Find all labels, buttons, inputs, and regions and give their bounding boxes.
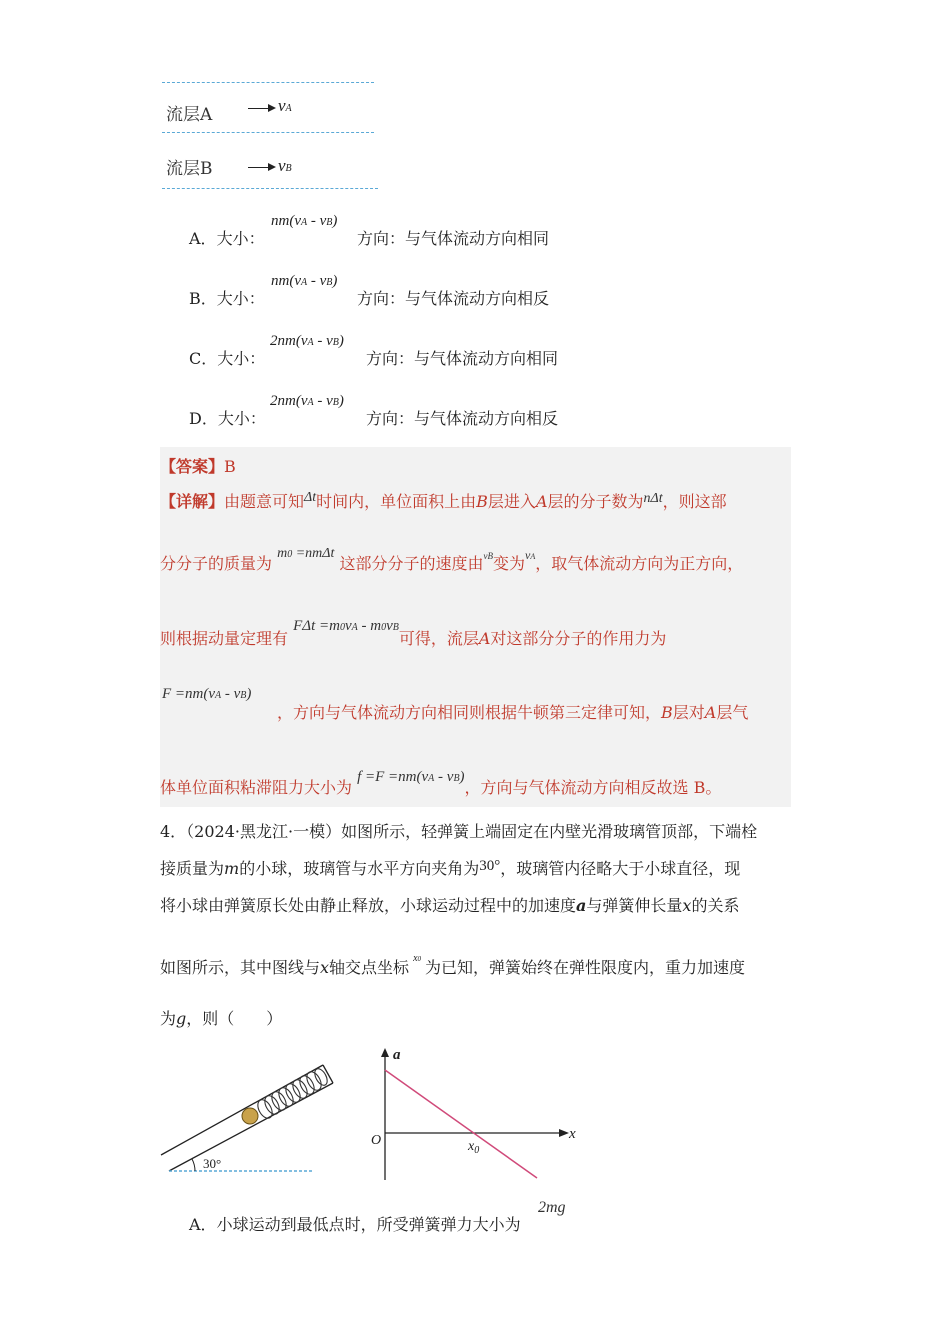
a-axis-label: a xyxy=(393,1047,401,1063)
detail-line-3: 则根据动量定理有 FΔt =m0vA - m0vB可得，流层A对这部分分子的作用力为 xyxy=(160,618,667,648)
angle-arc xyxy=(192,1159,195,1171)
option-a-expr: nm(vA - vB) xyxy=(271,213,338,229)
answer-line: 【答案】B xyxy=(160,457,236,476)
option-c-direction: 方向：与气体流动方向相同 xyxy=(366,349,559,368)
tube-wall-upper xyxy=(161,1065,323,1155)
layer-a-label: 流层A xyxy=(166,105,213,125)
option-d-expr: 2nm(vA - vB) xyxy=(270,393,344,409)
layer-divider-middle xyxy=(162,132,374,133)
ball-icon xyxy=(242,1108,258,1124)
option-c-expr: 2nm(vA - vB) xyxy=(270,333,344,349)
velocity-b-label: vB xyxy=(278,156,292,175)
angle-label: 30° xyxy=(203,1156,222,1171)
layer-divider-top xyxy=(162,82,374,83)
option-a: A．大小： xyxy=(189,229,265,248)
q4-line-4: 如图所示，其中图线与x轴交点坐标 $^{x0}$ 为已知，弹簧始终在弹性限度内，重力加速度 xyxy=(160,953,746,977)
option-d: D．大小： xyxy=(189,409,266,428)
layer-b-label: 流层B xyxy=(166,159,213,179)
option-d-direction: 方向：与气体流动方向相反 xyxy=(366,409,559,428)
origin-label: O xyxy=(371,1133,382,1148)
inclined-tube-figure xyxy=(155,1055,345,1180)
detail-force-expr: F =nm(vA - vB) xyxy=(162,686,252,702)
detail-line-2: 分分子的质量为 m0 =nmΔt 这部分分子的速度由$^{vB}$变为$^{vA}$，取气体流动方向为正方向， xyxy=(160,546,744,573)
option-c: C．大小： xyxy=(189,349,266,368)
velocity-a-arrow xyxy=(248,108,274,109)
detail-line-4: ，方向与气体流动方向相同则根据牛顿第三定律可知，B层对A层气 xyxy=(277,703,749,722)
detail-line-5: 体单位面积粘滞阻力大小为 f =F =nm(vA - vB)，方向与气体流动方向相反故选 B。 xyxy=(160,769,722,797)
option-b-expr: nm(vA - vB) xyxy=(271,273,338,289)
q4-option-a: A．小球运动到最低点时，所受弹簧弹力大小为 xyxy=(189,1215,521,1234)
a-axis-arrow xyxy=(381,1048,389,1057)
q4-line-2: 接质量为m的小球，玻璃管与水平方向夹角为30°，玻璃管内径略大于小球直径，现 xyxy=(160,858,741,878)
option-a-direction: 方向：与气体流动方向相同 xyxy=(357,229,550,248)
acceleration-graph xyxy=(365,1040,595,1185)
q4-line-3: 将小球由弹簧原长处由静止释放，小球运动过程中的加速度a与弹簧伸长量x的关系 xyxy=(160,896,740,915)
detail-line-1: 【详解】由题意可知Δt时间内，单位面积上由B层进入A层的分子数为nΔt，则这部 xyxy=(160,490,727,511)
q4-line-1: 4．（2024·黑龙江·一模）如图所示，轻弹簧上端固定在内壁光滑玻璃管顶部，下端栓 xyxy=(160,822,758,841)
velocity-b-arrow xyxy=(248,167,274,168)
spring-icon xyxy=(255,1067,330,1121)
q4-line-5: 为g，则（ ） xyxy=(160,1009,283,1028)
option-b-direction: 方向：与气体流动方向相反 xyxy=(357,289,550,308)
layer-divider-bottom xyxy=(162,188,378,189)
x-axis-arrow xyxy=(559,1129,569,1137)
tube-wall-lower xyxy=(169,1083,333,1171)
option-b: B．大小： xyxy=(189,289,265,308)
x0-label: $x_0$ xyxy=(468,1139,480,1156)
q4-option-a-expr: 2mg xyxy=(538,1199,566,1216)
a-x-line xyxy=(385,1070,537,1178)
x-axis-label: x xyxy=(569,1126,576,1142)
velocity-a-label: vA xyxy=(278,96,292,115)
